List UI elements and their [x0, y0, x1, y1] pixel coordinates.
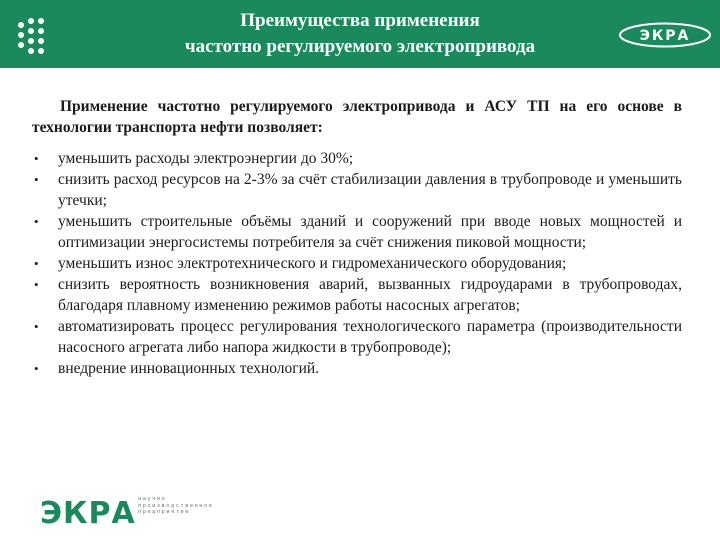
list-item-text: снизить расход ресурсов на 2-3% за счёт стабилизации давления в трубопроводе и уменьшить утечки; — [58, 171, 682, 209]
list-item — [32, 358, 682, 379]
title-line-2: частотно регулируемого электропривода — [184, 36, 536, 57]
header-bar — [0, 0, 720, 68]
dots-icon — [18, 18, 58, 54]
list-item — [32, 274, 682, 316]
list-item-text: уменьшить строительные объёмы зданий и сооружений при вводе новых мощностей и оптимизации энергосистемы потребителя за счёт снижения пиковой мощности; — [58, 213, 682, 251]
list-item-text: уменьшить расходы электроэнергии до 30%; — [58, 150, 354, 167]
bullet-icon: • — [34, 172, 39, 187]
list-item-text: внедрение инновационных технологий. — [58, 360, 320, 377]
intro-paragraph: Применение частотно регулируемого электропривода и АСУ ТП на его основе в технологии транспорта нефти позволяет: — [32, 98, 682, 136]
list-item — [32, 211, 682, 253]
footer-tagline-line: научно — [138, 496, 167, 502]
bullet-icon: • — [34, 277, 39, 292]
bullet-icon: • — [34, 256, 39, 271]
list-item — [32, 253, 682, 274]
bullet-icon: • — [34, 319, 39, 334]
list-item-text: уменьшить износ электротехнического и гидромеханического оборудования; — [58, 255, 567, 272]
advantages-list — [32, 148, 682, 379]
title-line-1: Преимущества применения — [240, 10, 480, 31]
list-item-text: снизить вероятность возникновения аварий, вызванных гидроударами в трубопроводах, благодаря плавному изменению режимов работы насосных агрегатов; — [58, 276, 682, 314]
bullet-icon: • — [34, 214, 39, 229]
footer-tagline-line: производственное — [138, 502, 214, 509]
ekra-logo-text: ЭКРА — [639, 28, 691, 44]
list-item — [32, 148, 682, 169]
footer-tagline-line: предприятие — [138, 509, 190, 515]
main-content — [32, 96, 682, 379]
footer-logo-text: ЭКРА — [40, 496, 136, 530]
footer-tagline — [138, 496, 248, 516]
page-title — [110, 8, 610, 60]
bullet-icon: • — [34, 361, 39, 376]
list-item — [32, 169, 682, 211]
ekra-logo — [618, 22, 712, 48]
list-item-text: автоматизировать процесс регулирования технологического параметра (производительности насосного агрегата либо напора жидкости в трубопроводе); — [58, 318, 682, 356]
list-item — [32, 316, 682, 358]
bullet-icon: • — [34, 151, 39, 166]
